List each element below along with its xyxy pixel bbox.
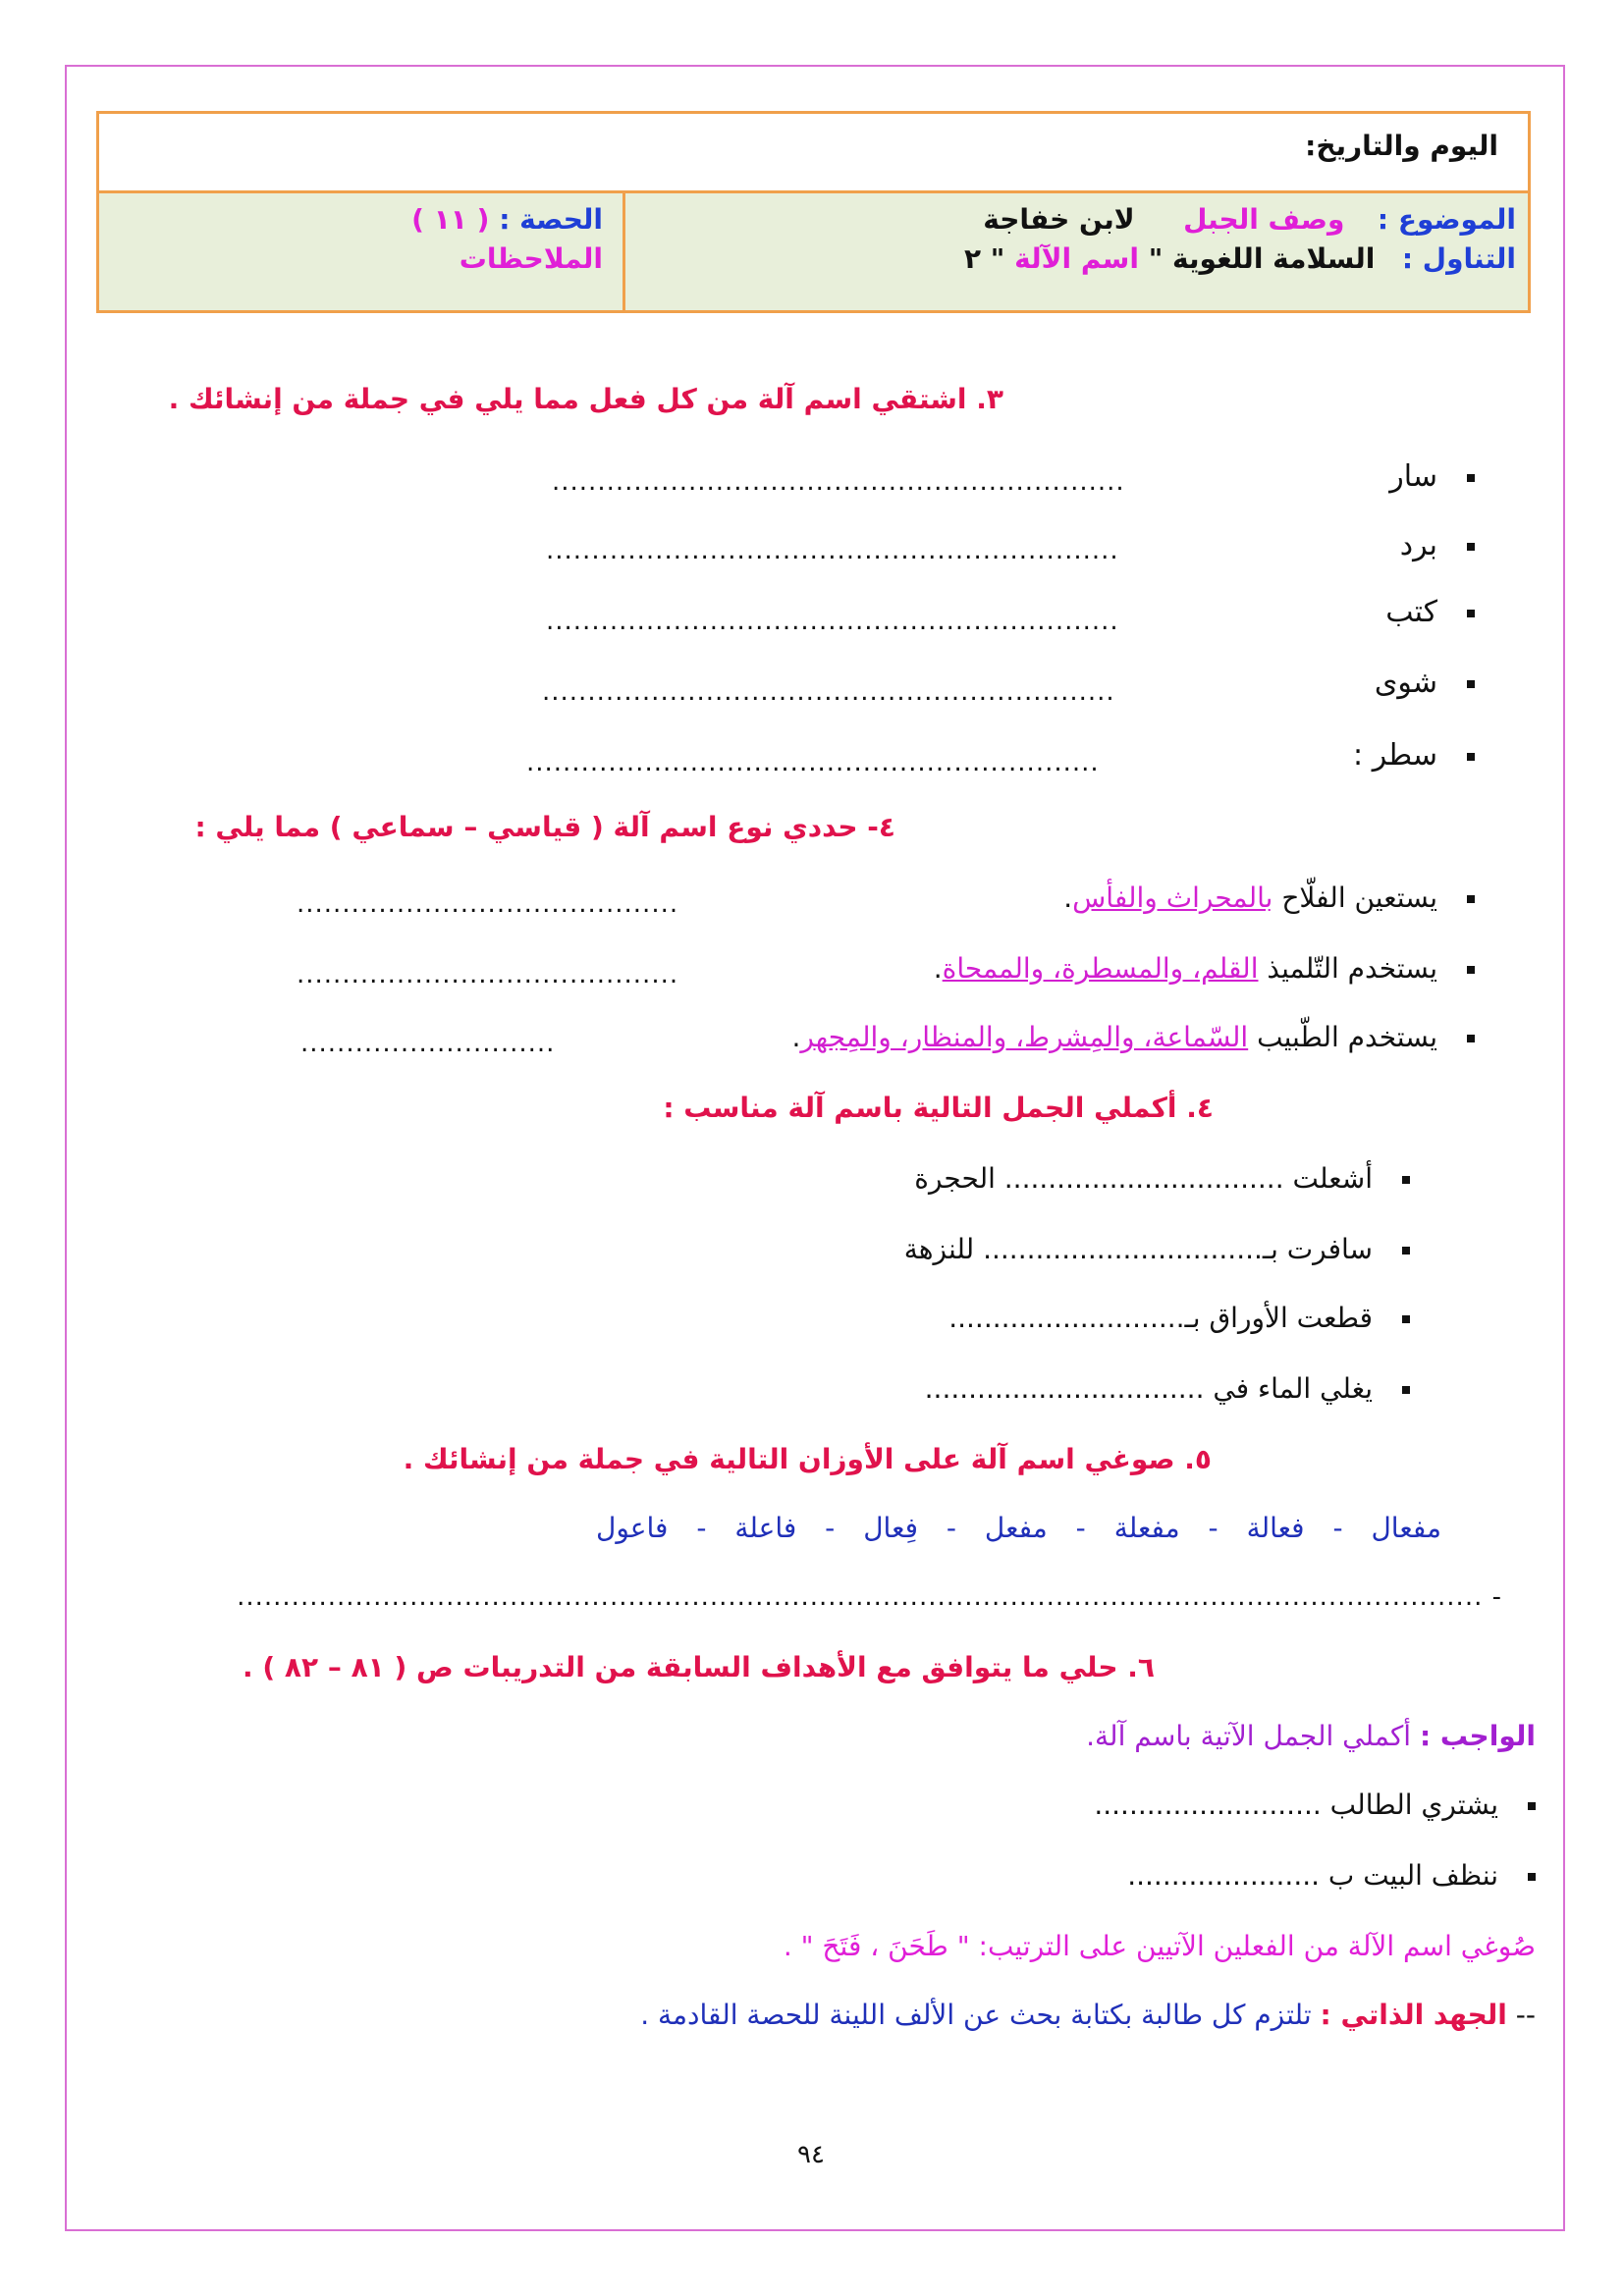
header-date-row — [99, 114, 1528, 193]
bullet-icon — [1467, 1035, 1475, 1042]
q4a-lead: يستخدم الطّبيب — [1248, 1021, 1437, 1053]
q4a-lead: يستعين الفلّاح — [1272, 881, 1437, 914]
q3-word: سطر : — [1353, 738, 1437, 773]
q4a-end: . — [1063, 881, 1073, 914]
homework-item-text: ننظف البيت ب ...................... — [1127, 1859, 1498, 1892]
separator: - — [946, 1512, 956, 1544]
bullet-icon — [1467, 610, 1475, 617]
q4a-item — [1063, 881, 1475, 914]
bullet-icon — [1467, 474, 1475, 482]
q3-item — [1385, 595, 1475, 629]
q4b-title: ٤. أكملي الجمل التالية باسم آلة مناسب : — [663, 1092, 1214, 1124]
q3-word: برد — [1399, 528, 1437, 562]
notes-label: الملاحظات — [459, 242, 603, 275]
q4a-answer-line[interactable]: .......................................... — [297, 889, 679, 919]
q3-word: شوى — [1374, 666, 1437, 700]
separator: - — [825, 1512, 836, 1544]
q4b-text: سافرت بـ................................ للنزهة — [903, 1233, 1373, 1265]
q3-word: كتب — [1385, 595, 1437, 629]
lesson-value: ( ١١ ) — [411, 203, 490, 236]
coverage-value: السلامة اللغوية " — [1148, 242, 1376, 275]
header-info-row — [99, 193, 1528, 310]
q4b-text: يغلي الماء في ................................ — [924, 1372, 1373, 1405]
q4a-tools: القلم، والمسطرة، والممحاة — [942, 952, 1259, 985]
homework-text: أكملي الجمل الآتية باسم آلة. — [1086, 1720, 1420, 1752]
q4a-title: ٤- حددي نوع اسم آلة ( قياسي – سماعي ) مما يلي : — [194, 811, 895, 843]
topic-author: لابن خفاجة — [983, 203, 1135, 236]
coverage-number: " ٢ — [963, 242, 1005, 275]
q4a-item — [934, 952, 1475, 985]
self-effort-prefix: -- — [1506, 1999, 1536, 2031]
self-effort-label: الجهد الذاتي : — [1320, 1999, 1507, 2031]
lesson-line — [411, 203, 603, 236]
header-table — [96, 111, 1531, 313]
topic-label: الموضوع : — [1377, 203, 1516, 236]
q4b-item — [914, 1162, 1410, 1195]
q3-item — [1353, 738, 1475, 773]
q4a-tools: بالمحراث والفأس — [1072, 881, 1273, 914]
lesson-label: الحصة : — [499, 203, 603, 236]
bullet-icon — [1467, 753, 1475, 761]
bullet-icon — [1402, 1247, 1410, 1255]
homework-line — [1086, 1720, 1536, 1752]
topic-line — [983, 203, 1516, 236]
page-number: ٩٤ — [797, 2140, 825, 2169]
q3-word: سار — [1389, 459, 1437, 494]
q4a-answer-line[interactable]: ............................ — [300, 1029, 556, 1058]
homework-derive: صُوغي اسم الآلة من الفعلين الآتيين على الترتيب: " طَحَنَ ، فَتَحَ " . — [783, 1930, 1536, 1962]
q3-title: ٣. اشتقي اسم آلة من كل فعل مما يلي في جملة من إنشائك . — [168, 383, 1003, 415]
q4a-lead: يستخدم التّلميذ — [1258, 952, 1437, 985]
bullet-icon — [1467, 680, 1475, 688]
pattern: فعالة — [1246, 1512, 1305, 1544]
q3-answer-line[interactable]: ............................................................... — [552, 467, 1125, 497]
q3-item — [1389, 459, 1475, 494]
q5-title: ٥. صوغي اسم آلة على الأوزان التالية في جملة من إنشائك . — [403, 1443, 1212, 1475]
homework-label: الواجب : — [1419, 1720, 1536, 1752]
coverage-line — [964, 242, 1516, 275]
separator: - — [1208, 1512, 1218, 1544]
pattern: فاعلة — [734, 1512, 797, 1544]
q3-answer-line[interactable]: ............................................................... — [542, 677, 1115, 707]
q6-title: ٦. حلي ما يتوافق مع الأهداف السابقة من التدريبات ص ( ٨١ – ٨٢ ) . — [242, 1651, 1155, 1683]
q4b-item — [948, 1302, 1410, 1334]
topic-value: وصف الجبل — [1183, 203, 1345, 236]
header-divider — [623, 193, 625, 310]
bullet-icon — [1467, 895, 1475, 903]
homework-item — [1127, 1859, 1536, 1892]
separator: - — [1332, 1512, 1343, 1544]
q4b-text: قطعت الأوراق بـ........................... — [948, 1302, 1373, 1334]
self-effort-line — [640, 1999, 1536, 2031]
date-label: اليوم والتاريخ: — [1305, 130, 1498, 162]
homework-item — [1094, 1789, 1536, 1821]
pattern: مفعلة — [1113, 1512, 1180, 1544]
q5-answer-line[interactable]: - ......................................................................................................................................... — [237, 1582, 1502, 1612]
bullet-icon — [1467, 543, 1475, 551]
pattern: مفعل — [984, 1512, 1048, 1544]
separator: - — [696, 1512, 707, 1544]
q4b-item — [904, 1233, 1410, 1265]
pattern: فِعال — [863, 1512, 918, 1544]
coverage-highlight: اسم الآلة — [1014, 242, 1139, 275]
self-effort-text: تلتزم كل طالبة بكتابة بحث عن الألف اللينة للحصة القادمة . — [640, 1999, 1321, 2031]
homework-item-text: يشتري الطالب .......................... — [1094, 1789, 1498, 1821]
bullet-icon — [1467, 966, 1475, 974]
q3-answer-line[interactable]: ............................................................... — [546, 607, 1119, 636]
q3-item — [1400, 528, 1475, 562]
q4a-end: . — [791, 1021, 801, 1053]
q4b-text: أشعلت ................................ الحجرة — [914, 1162, 1373, 1195]
q3-answer-line[interactable]: ............................................................... — [526, 748, 1100, 777]
bullet-icon — [1402, 1386, 1410, 1394]
q4b-item — [925, 1372, 1410, 1405]
q3-answer-line[interactable]: ............................................................... — [546, 536, 1119, 565]
pattern: مفعال — [1371, 1512, 1441, 1544]
q4a-end: . — [933, 952, 943, 985]
q3-item — [1375, 666, 1475, 700]
q4a-item — [791, 1021, 1475, 1053]
coverage-label: التناول : — [1401, 242, 1516, 275]
bullet-icon — [1528, 1873, 1536, 1881]
q4a-answer-line[interactable]: .......................................... — [297, 960, 679, 989]
pattern: فاعول — [596, 1512, 669, 1544]
bullet-icon — [1402, 1315, 1410, 1323]
bullet-icon — [1402, 1176, 1410, 1184]
q4a-tools: السّماعة، والمِشرط، والمنظار، والمِجهر — [800, 1021, 1249, 1053]
separator: - — [1075, 1512, 1086, 1544]
bullet-icon — [1528, 1802, 1536, 1810]
q5-patterns — [596, 1512, 1441, 1544]
